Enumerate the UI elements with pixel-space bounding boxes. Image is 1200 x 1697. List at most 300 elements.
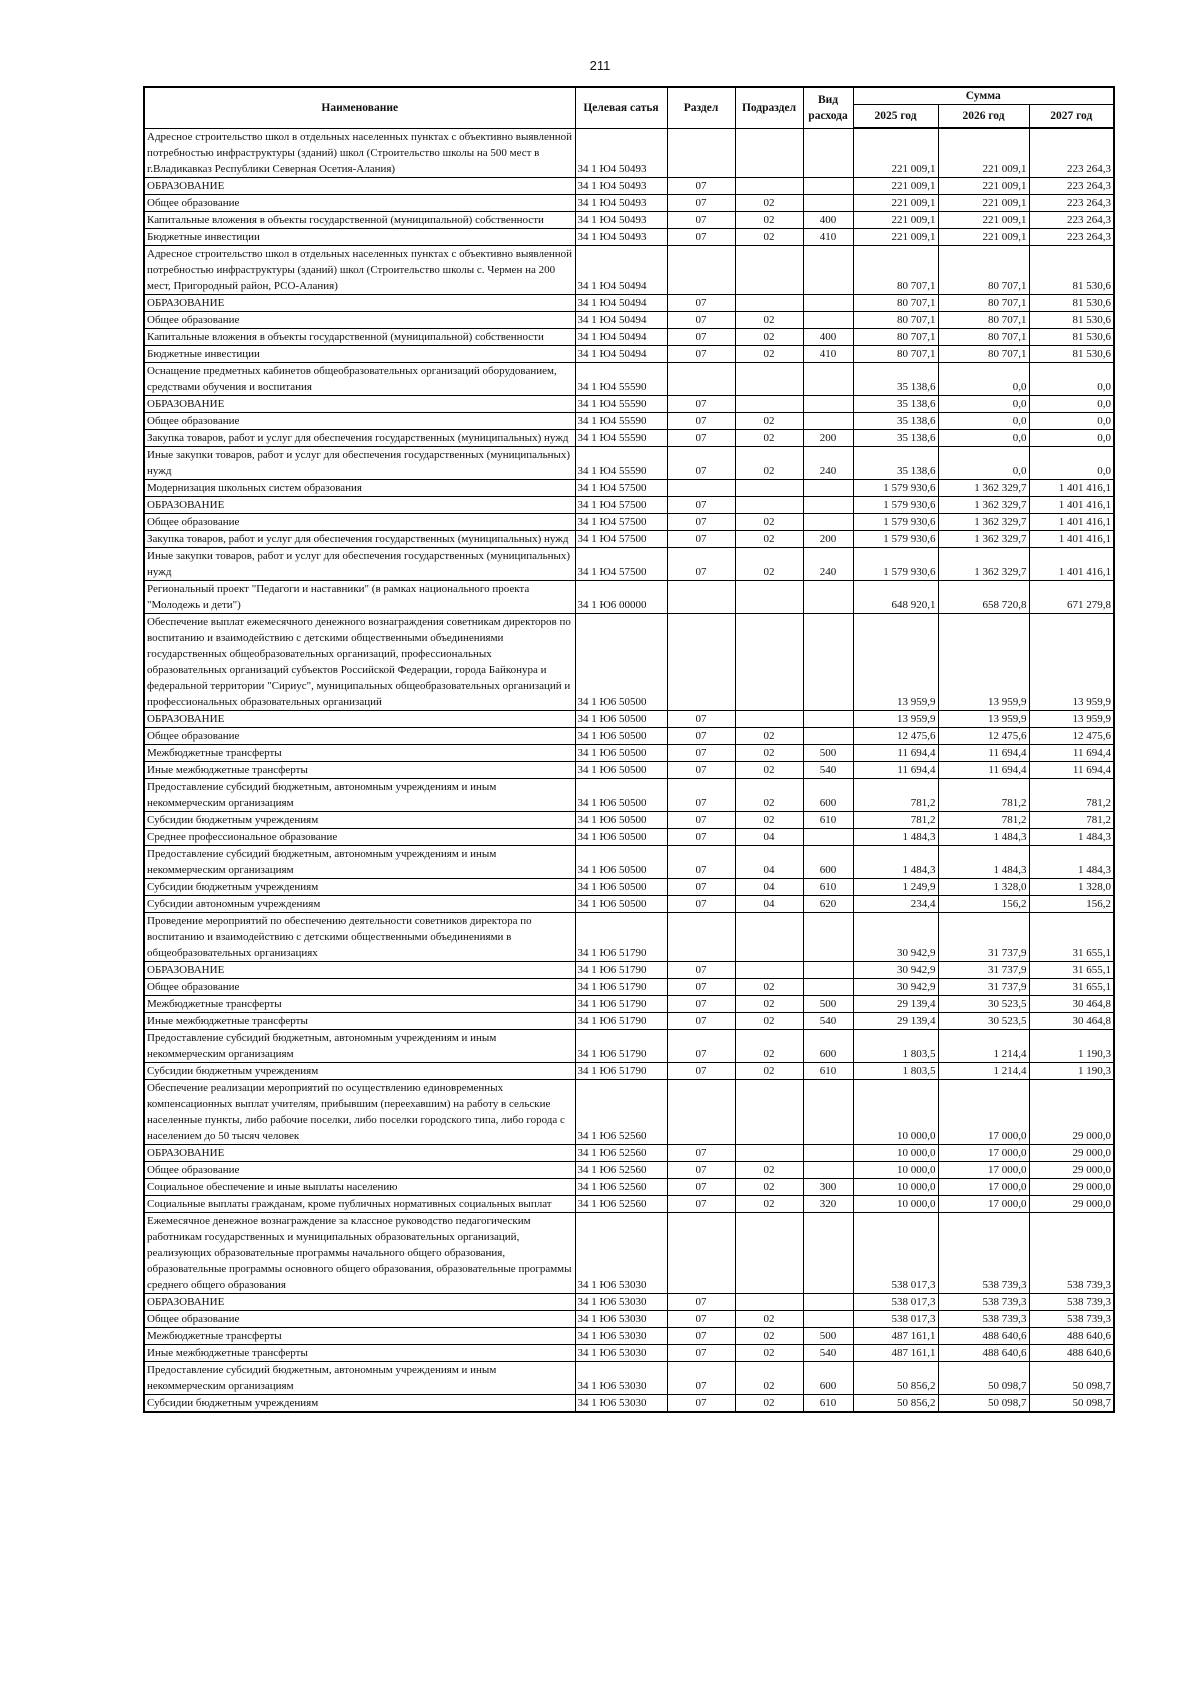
row-sum-2025: 781,2 — [853, 778, 938, 811]
row-sum-2025: 538 017,3 — [853, 1293, 938, 1310]
row-name: Иные межбюджетные трансферты — [144, 761, 575, 778]
row-sum-2025: 13 959,9 — [853, 710, 938, 727]
row-subsection: 02 — [735, 811, 803, 828]
row-target-code: 34 1 Ю4 50493 — [575, 177, 667, 194]
row-sum-2027: 0,0 — [1029, 362, 1114, 395]
row-name: Общее образование — [144, 978, 575, 995]
row-expense-type: 200 — [803, 530, 853, 547]
row-name: Субсидии бюджетным учреждениям — [144, 1394, 575, 1412]
row-expense-type — [803, 513, 853, 530]
row-sum-2026: 13 959,9 — [938, 613, 1029, 710]
row-target-code: 34 1 Ю4 55590 — [575, 446, 667, 479]
row-section — [667, 613, 735, 710]
row-sum-2025: 1 579 930,6 — [853, 547, 938, 580]
row-section: 07 — [667, 1344, 735, 1361]
row-sum-2026: 0,0 — [938, 362, 1029, 395]
row-subsection: 02 — [735, 211, 803, 228]
row-target-code: 34 1 Ю6 50500 — [575, 811, 667, 828]
row-sum-2027: 31 655,1 — [1029, 912, 1114, 961]
row-sum-2025: 1 484,3 — [853, 828, 938, 845]
row-expense-type: 600 — [803, 845, 853, 878]
row-name: ОБРАЗОВАНИЕ — [144, 1293, 575, 1310]
row-target-code: 34 1 Ю6 52560 — [575, 1195, 667, 1212]
row-subsection — [735, 479, 803, 496]
row-subsection — [735, 1212, 803, 1293]
row-section: 07 — [667, 1361, 735, 1394]
row-sum-2027: 30 464,8 — [1029, 995, 1114, 1012]
row-name: Предоставление субсидий бюджетным, автономным учреждениям и иным некоммерческим организациям — [144, 1361, 575, 1394]
header-target: Целевая сатья — [575, 87, 667, 128]
row-subsection — [735, 1293, 803, 1310]
row-target-code: 34 1 Ю6 52560 — [575, 1178, 667, 1195]
header-2025: 2025 год — [853, 105, 938, 129]
row-target-code: 34 1 Ю6 53030 — [575, 1361, 667, 1394]
row-subsection — [735, 710, 803, 727]
row-sum-2026: 80 707,1 — [938, 245, 1029, 294]
row-target-code: 34 1 Ю4 55590 — [575, 412, 667, 429]
row-target-code: 34 1 Ю6 50500 — [575, 710, 667, 727]
row-expense-type: 240 — [803, 547, 853, 580]
row-section — [667, 362, 735, 395]
row-sum-2025: 1 249,9 — [853, 878, 938, 895]
row-sum-2027: 488 640,6 — [1029, 1327, 1114, 1344]
row-sum-2027: 1 328,0 — [1029, 878, 1114, 895]
row-subsection: 02 — [735, 1161, 803, 1178]
row-sum-2025: 30 942,9 — [853, 961, 938, 978]
row-subsection: 02 — [735, 978, 803, 995]
row-sum-2026: 221 009,1 — [938, 194, 1029, 211]
row-section — [667, 580, 735, 613]
row-sum-2027: 29 000,0 — [1029, 1144, 1114, 1161]
row-name: Иные межбюджетные трансферты — [144, 1344, 575, 1361]
row-subsection: 02 — [735, 1394, 803, 1412]
row-sum-2027: 81 530,6 — [1029, 311, 1114, 328]
row-sum-2027: 223 264,3 — [1029, 194, 1114, 211]
row-sum-2026: 1 214,4 — [938, 1029, 1029, 1062]
row-sum-2025: 487 161,1 — [853, 1327, 938, 1344]
row-subsection: 02 — [735, 1195, 803, 1212]
table-row — [144, 727, 1114, 744]
table-row — [144, 580, 1114, 613]
row-sum-2027: 781,2 — [1029, 778, 1114, 811]
row-sum-2027: 1 190,3 — [1029, 1029, 1114, 1062]
row-target-code: 34 1 Ю4 50493 — [575, 228, 667, 245]
row-section: 07 — [667, 1029, 735, 1062]
row-sum-2025: 80 707,1 — [853, 245, 938, 294]
row-expense-type: 540 — [803, 1344, 853, 1361]
row-section: 07 — [667, 412, 735, 429]
row-expense-type: 610 — [803, 878, 853, 895]
row-sum-2027: 223 264,3 — [1029, 177, 1114, 194]
table-row — [144, 744, 1114, 761]
row-sum-2026: 50 098,7 — [938, 1394, 1029, 1412]
row-expense-type — [803, 311, 853, 328]
row-sum-2027: 12 475,6 — [1029, 727, 1114, 744]
row-sum-2027: 30 464,8 — [1029, 1012, 1114, 1029]
row-sum-2027: 538 739,3 — [1029, 1293, 1114, 1310]
row-target-code: 34 1 Ю6 53030 — [575, 1327, 667, 1344]
row-sum-2027: 1 484,3 — [1029, 828, 1114, 845]
row-name: Обеспечение реализации мероприятий по осуществлению единовременных компенсационных выплат учителям, прибывшим (переехавшим) на работу в сельские населенные пункты, либо рабочие поселки, либо поселки городского типа, либо города с населением до 50 тысяч человек — [144, 1079, 575, 1144]
row-sum-2026: 1 214,4 — [938, 1062, 1029, 1079]
row-expense-type — [803, 580, 853, 613]
row-sum-2026: 50 098,7 — [938, 1361, 1029, 1394]
row-expense-type — [803, 978, 853, 995]
row-sum-2025: 10 000,0 — [853, 1144, 938, 1161]
row-sum-2026: 31 737,9 — [938, 961, 1029, 978]
table-row — [144, 1195, 1114, 1212]
row-name: Закупка товаров, работ и услуг для обеспечения государственных (муниципальных) нужд — [144, 530, 575, 547]
row-sum-2025: 11 694,4 — [853, 761, 938, 778]
row-sum-2026: 221 009,1 — [938, 177, 1029, 194]
row-sum-2025: 35 138,6 — [853, 395, 938, 412]
row-section: 07 — [667, 978, 735, 995]
table-row — [144, 294, 1114, 311]
row-expense-type — [803, 412, 853, 429]
row-section — [667, 479, 735, 496]
row-subsection: 02 — [735, 311, 803, 328]
row-name: Межбюджетные трансферты — [144, 995, 575, 1012]
row-sum-2027: 1 401 416,1 — [1029, 547, 1114, 580]
table-row — [144, 194, 1114, 211]
row-target-code: 34 1 Ю6 50500 — [575, 845, 667, 878]
row-section: 07 — [667, 547, 735, 580]
row-sum-2025: 487 161,1 — [853, 1344, 938, 1361]
row-sum-2026: 1 328,0 — [938, 878, 1029, 895]
row-section: 07 — [667, 194, 735, 211]
row-section — [667, 1212, 735, 1293]
row-section: 07 — [667, 429, 735, 446]
row-sum-2025: 80 707,1 — [853, 345, 938, 362]
row-sum-2026: 781,2 — [938, 778, 1029, 811]
row-expense-type: 600 — [803, 1361, 853, 1394]
row-expense-type: 610 — [803, 1394, 853, 1412]
row-sum-2027: 223 264,3 — [1029, 228, 1114, 245]
table-row — [144, 1394, 1114, 1412]
row-target-code: 34 1 Ю6 50500 — [575, 778, 667, 811]
row-subsection: 02 — [735, 744, 803, 761]
row-sum-2027: 81 530,6 — [1029, 345, 1114, 362]
table-row — [144, 496, 1114, 513]
row-expense-type — [803, 961, 853, 978]
row-target-code: 34 1 Ю4 57500 — [575, 513, 667, 530]
row-expense-type: 540 — [803, 1012, 853, 1029]
row-subsection: 02 — [735, 1178, 803, 1195]
row-section: 07 — [667, 496, 735, 513]
row-section: 07 — [667, 177, 735, 194]
row-sum-2026: 221 009,1 — [938, 128, 1029, 177]
row-expense-type: 240 — [803, 446, 853, 479]
row-sum-2026: 13 959,9 — [938, 710, 1029, 727]
table-row — [144, 395, 1114, 412]
row-sum-2026: 658 720,8 — [938, 580, 1029, 613]
row-subsection: 04 — [735, 828, 803, 845]
row-expense-type — [803, 362, 853, 395]
row-section: 07 — [667, 1178, 735, 1195]
row-target-code: 34 1 Ю6 50500 — [575, 878, 667, 895]
row-sum-2026: 31 737,9 — [938, 978, 1029, 995]
row-name: Среднее профессиональное образование — [144, 828, 575, 845]
row-target-code: 34 1 Ю4 57500 — [575, 479, 667, 496]
row-target-code: 34 1 Ю4 50494 — [575, 345, 667, 362]
row-target-code: 34 1 Ю4 50494 — [575, 245, 667, 294]
row-section: 07 — [667, 1394, 735, 1412]
budget-table — [143, 86, 1115, 1413]
row-sum-2025: 80 707,1 — [853, 328, 938, 345]
row-sum-2025: 221 009,1 — [853, 211, 938, 228]
row-target-code: 34 1 Ю4 50494 — [575, 328, 667, 345]
row-sum-2025: 50 856,2 — [853, 1394, 938, 1412]
row-target-code: 34 1 Ю6 53030 — [575, 1344, 667, 1361]
table-row — [144, 245, 1114, 294]
row-name: Иные межбюджетные трансферты — [144, 1012, 575, 1029]
table-row — [144, 613, 1114, 710]
row-section: 07 — [667, 878, 735, 895]
table-row — [144, 1178, 1114, 1195]
row-name: ОБРАЗОВАНИЕ — [144, 496, 575, 513]
row-expense-type — [803, 727, 853, 744]
table-row — [144, 1293, 1114, 1310]
row-name: Ежемесячное денежное вознаграждение за классное руководство педагогическим работникам государственных и муниципальных образовательных организаций, реализующих образовательные программы начального общего образования, образовательные программы основного общего образования, образовательные программы среднего общего образования — [144, 1212, 575, 1293]
table-row — [144, 710, 1114, 727]
row-name: Бюджетные инвестиции — [144, 228, 575, 245]
row-subsection — [735, 1079, 803, 1144]
row-sum-2025: 30 942,9 — [853, 978, 938, 995]
row-expense-type — [803, 245, 853, 294]
row-expense-type — [803, 496, 853, 513]
row-sum-2027: 81 530,6 — [1029, 245, 1114, 294]
row-sum-2027: 0,0 — [1029, 412, 1114, 429]
row-sum-2026: 80 707,1 — [938, 345, 1029, 362]
row-sum-2025: 10 000,0 — [853, 1161, 938, 1178]
row-target-code: 34 1 Ю6 50500 — [575, 761, 667, 778]
row-target-code: 34 1 Ю4 50494 — [575, 294, 667, 311]
table-row — [144, 828, 1114, 845]
table-row — [144, 547, 1114, 580]
row-expense-type — [803, 1310, 853, 1327]
row-sum-2026: 1 362 329,7 — [938, 530, 1029, 547]
row-section: 07 — [667, 1195, 735, 1212]
row-name: Капитальные вложения в объекты государственной (муниципальной) собственности — [144, 211, 575, 228]
row-name: Капитальные вложения в объекты государственной (муниципальной) собственности — [144, 328, 575, 345]
row-subsection — [735, 1144, 803, 1161]
header-section: Раздел — [667, 87, 735, 128]
row-subsection — [735, 128, 803, 177]
row-section: 07 — [667, 530, 735, 547]
row-subsection: 02 — [735, 778, 803, 811]
table-row — [144, 429, 1114, 446]
row-name: Предоставление субсидий бюджетным, автономным учреждениям и иным некоммерческим организациям — [144, 778, 575, 811]
table-row — [144, 1344, 1114, 1361]
row-name: Общее образование — [144, 412, 575, 429]
row-subsection: 02 — [735, 194, 803, 211]
row-sum-2026: 0,0 — [938, 412, 1029, 429]
row-name: Региональный проект "Педагоги и наставники" (в рамках национального проекта "Молодежь и дети") — [144, 580, 575, 613]
row-section: 07 — [667, 778, 735, 811]
header-sum: Сумма — [853, 87, 1114, 105]
row-sum-2025: 1 484,3 — [853, 845, 938, 878]
row-section: 07 — [667, 710, 735, 727]
row-sum-2027: 156,2 — [1029, 895, 1114, 912]
row-name: Общее образование — [144, 311, 575, 328]
row-section: 07 — [667, 961, 735, 978]
row-name: Общее образование — [144, 513, 575, 530]
row-sum-2025: 1 579 930,6 — [853, 479, 938, 496]
row-section: 07 — [667, 211, 735, 228]
row-sum-2025: 538 017,3 — [853, 1310, 938, 1327]
row-sum-2026: 17 000,0 — [938, 1079, 1029, 1144]
row-expense-type — [803, 128, 853, 177]
row-expense-type: 400 — [803, 328, 853, 345]
row-sum-2027: 29 000,0 — [1029, 1195, 1114, 1212]
table-row — [144, 1161, 1114, 1178]
row-sum-2026: 80 707,1 — [938, 294, 1029, 311]
row-sum-2026: 80 707,1 — [938, 311, 1029, 328]
row-section: 07 — [667, 1062, 735, 1079]
row-target-code: 34 1 Ю4 55590 — [575, 395, 667, 412]
row-sum-2026: 17 000,0 — [938, 1161, 1029, 1178]
header-subsection: Подраздел — [735, 87, 803, 128]
row-sum-2027: 81 530,6 — [1029, 294, 1114, 311]
row-sum-2025: 221 009,1 — [853, 194, 938, 211]
row-sum-2027: 671 279,8 — [1029, 580, 1114, 613]
row-subsection: 02 — [735, 446, 803, 479]
row-target-code: 34 1 Ю4 55590 — [575, 362, 667, 395]
row-sum-2027: 223 264,3 — [1029, 128, 1114, 177]
row-sum-2025: 1 579 930,6 — [853, 496, 938, 513]
row-sum-2026: 1 362 329,7 — [938, 496, 1029, 513]
row-subsection: 04 — [735, 878, 803, 895]
row-target-code: 34 1 Ю6 51790 — [575, 978, 667, 995]
row-sum-2026: 538 739,3 — [938, 1293, 1029, 1310]
row-sum-2027: 0,0 — [1029, 446, 1114, 479]
row-expense-type — [803, 1293, 853, 1310]
table-row — [144, 895, 1114, 912]
row-sum-2025: 1 803,5 — [853, 1029, 938, 1062]
row-sum-2027: 50 098,7 — [1029, 1361, 1114, 1394]
row-subsection: 02 — [735, 429, 803, 446]
row-expense-type — [803, 710, 853, 727]
row-sum-2026: 221 009,1 — [938, 211, 1029, 228]
row-subsection: 02 — [735, 547, 803, 580]
row-sum-2027: 81 530,6 — [1029, 328, 1114, 345]
row-sum-2027: 31 655,1 — [1029, 961, 1114, 978]
row-name: ОБРАЗОВАНИЕ — [144, 294, 575, 311]
row-expense-type: 540 — [803, 761, 853, 778]
row-sum-2027: 29 000,0 — [1029, 1178, 1114, 1195]
row-section — [667, 128, 735, 177]
row-target-code: 34 1 Ю6 53030 — [575, 1293, 667, 1310]
row-sum-2027: 50 098,7 — [1029, 1394, 1114, 1412]
row-target-code: 34 1 Ю6 53030 — [575, 1310, 667, 1327]
row-section: 07 — [667, 845, 735, 878]
header-2026: 2026 год — [938, 105, 1029, 129]
row-sum-2026: 30 523,5 — [938, 995, 1029, 1012]
row-subsection: 02 — [735, 995, 803, 1012]
table-row — [144, 479, 1114, 496]
row-name: Социальное обеспечение и иные выплаты населению — [144, 1178, 575, 1195]
table-row — [144, 978, 1114, 995]
row-name: Адресное строительство школ в отдельных населенных пунктах с объективно выявленной потребностью инфраструктуры (зданий) школ (Строительство школы на 500 мест в г.Владикавказ Республики Северная Осетия-Алания) — [144, 128, 575, 177]
row-sum-2025: 35 138,6 — [853, 446, 938, 479]
row-name: Обеспечение выплат ежемесячного денежного вознаграждения советникам директоров по воспитанию и взаимодействию с детскими общественными объединениями государственных общеобразовательных организаций, профессиональных образовательных организаций субъектов Российской Федерации, города Байконура и федеральной территории "Сириус", муниципальных общеобразовательных организаций и профессиональных образовательных организаций — [144, 613, 575, 710]
row-expense-type — [803, 1144, 853, 1161]
row-target-code: 34 1 Ю6 50500 — [575, 744, 667, 761]
row-sum-2027: 13 959,9 — [1029, 710, 1114, 727]
row-expense-type: 320 — [803, 1195, 853, 1212]
row-subsection — [735, 613, 803, 710]
row-sum-2026: 0,0 — [938, 395, 1029, 412]
row-section: 07 — [667, 744, 735, 761]
row-sum-2027: 29 000,0 — [1029, 1079, 1114, 1144]
table-row — [144, 328, 1114, 345]
table-row — [144, 1310, 1114, 1327]
row-section: 07 — [667, 395, 735, 412]
row-sum-2025: 10 000,0 — [853, 1079, 938, 1144]
row-expense-type — [803, 177, 853, 194]
row-section: 07 — [667, 345, 735, 362]
row-section: 07 — [667, 1161, 735, 1178]
table-body — [144, 128, 1114, 1412]
row-target-code: 34 1 Ю4 57500 — [575, 496, 667, 513]
row-sum-2026: 0,0 — [938, 446, 1029, 479]
row-expense-type: 400 — [803, 211, 853, 228]
row-sum-2025: 221 009,1 — [853, 177, 938, 194]
row-subsection: 02 — [735, 1310, 803, 1327]
row-sum-2027: 1 401 416,1 — [1029, 479, 1114, 496]
table-row — [144, 362, 1114, 395]
table-row — [144, 778, 1114, 811]
row-expense-type — [803, 912, 853, 961]
row-expense-type: 410 — [803, 345, 853, 362]
row-sum-2026: 12 475,6 — [938, 727, 1029, 744]
row-subsection — [735, 177, 803, 194]
table-row — [144, 845, 1114, 878]
row-name: Субсидии бюджетным учреждениям — [144, 878, 575, 895]
row-subsection: 02 — [735, 228, 803, 245]
row-sum-2025: 11 694,4 — [853, 744, 938, 761]
row-expense-type: 620 — [803, 895, 853, 912]
row-section: 07 — [667, 1144, 735, 1161]
row-target-code: 34 1 Ю6 50500 — [575, 895, 667, 912]
row-section — [667, 912, 735, 961]
row-expense-type — [803, 1079, 853, 1144]
row-target-code: 34 1 Ю4 50493 — [575, 194, 667, 211]
row-target-code: 34 1 Ю6 53030 — [575, 1212, 667, 1293]
row-section: 07 — [667, 761, 735, 778]
row-target-code: 34 1 Ю4 50493 — [575, 128, 667, 177]
row-subsection: 02 — [735, 727, 803, 744]
row-sum-2026: 538 739,3 — [938, 1212, 1029, 1293]
row-sum-2027: 488 640,6 — [1029, 1344, 1114, 1361]
header-expense-type: Вид расхода — [803, 87, 853, 128]
row-sum-2026: 1 484,3 — [938, 828, 1029, 845]
row-name: Проведение мероприятий по обеспечению деятельности советников директора по воспитанию и взаимодействию с детскими общественными объединениями в общеобразовательных организациях — [144, 912, 575, 961]
row-sum-2027: 1 190,3 — [1029, 1062, 1114, 1079]
row-subsection: 02 — [735, 1012, 803, 1029]
row-name: Межбюджетные трансферты — [144, 744, 575, 761]
row-sum-2025: 30 942,9 — [853, 912, 938, 961]
row-target-code: 34 1 Ю4 57500 — [575, 547, 667, 580]
row-target-code: 34 1 Ю6 52560 — [575, 1161, 667, 1178]
row-expense-type — [803, 1212, 853, 1293]
row-target-code: 34 1 Ю6 51790 — [575, 912, 667, 961]
row-subsection: 02 — [735, 1062, 803, 1079]
row-subsection: 02 — [735, 345, 803, 362]
table-row — [144, 1062, 1114, 1079]
row-sum-2026: 11 694,4 — [938, 761, 1029, 778]
row-section: 07 — [667, 311, 735, 328]
